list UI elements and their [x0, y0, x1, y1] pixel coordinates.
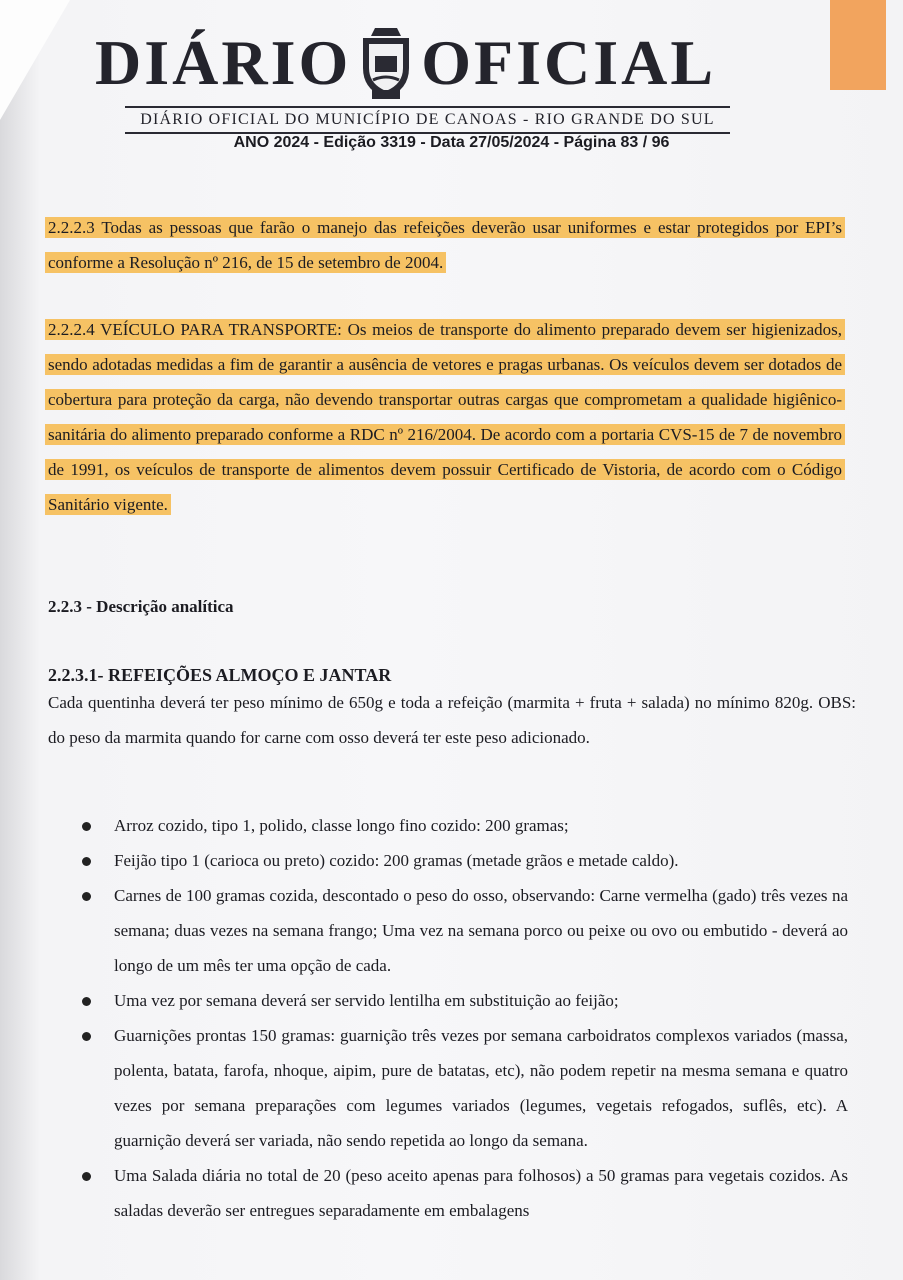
page-corner-fold [0, 0, 70, 120]
items-list [80, 808, 848, 1228]
paragraph-2-2-2-4 [45, 312, 845, 522]
highlighted-text: 2.2.2.3 Todas as pessoas que farão o manejo das refeições deverão usar uniformes e estar protegidos por EPI’s conforme a Resolução nº 216, de 15 de setembro de 2004. [45, 217, 845, 273]
highlighted-text: 2.2.2.4 VEÍCULO PARA TRANSPORTE: Os meios de transporte do alimento preparado devem ser higienizados, sendo adotadas medidas a fim de garantir a ausência de vetores e pragas urbanas. Os veículos devem ser dotados de cobertura para proteção da carga, não devendo transportar outras cargas que comprometam a qualidade higiênico-sanitária do alimento preparado conforme a RDC nº 216/2004. De acordo com a portaria CVS-15 de 7 de novembro de 1991, os veículos de transporte de alimentos devem possuir Certificado de Vistoria, de acordo com o Código Sanitário vigente. [45, 319, 845, 515]
paragraph-2-2-2-3 [45, 210, 845, 280]
bullet-icon [82, 857, 91, 866]
paragraph-intro: Cada quentinha deverá ter peso mínimo de 650g e toda a refeição (marmita + fruta + salada) no mínimo 820g. OBS: do peso da marmita quando for carne com osso deverá ter este peso adicionado. [48, 693, 856, 747]
bullet-icon [82, 892, 91, 901]
bullet-icon [82, 822, 91, 831]
city-seal-icon [355, 24, 417, 102]
list-item: Guarnições prontas 150 gramas: guarnição três vezes por semana carboidratos complexos variados (massa, polenta, batata, farofa, nhoque, aipim, pure de batatas, etc), não podem repetir na mesma semana e quatro vezes por semana preparações com legumes variados (legumes, vegetais refogados, suflês, etc). A guarnição deverá ser variada, não sendo repetida ao longo da semana. [80, 1018, 848, 1158]
list-item: Uma Salada diária no total de 20 (peso aceito apenas para folhosos) a 50 gramas para vegetais cozidos. As saladas deverão ser entregues separadamente em embalagens [80, 1158, 848, 1228]
masthead-subtitle: DIÁRIO OFICIAL DO MUNICÍPIO DE CANOAS - RIO GRANDE DO SUL [125, 106, 730, 134]
masthead-title-right: OFICIAL [421, 27, 717, 98]
edition-line: ANO 2024 - Edição 3319 - Data 27/05/2024 - Página 83 / 96 [233, 134, 670, 151]
heading-2-2-3-1: 2.2.3.1- REFEIÇÕES ALMOÇO E JANTAR [48, 665, 392, 685]
masthead [95, 28, 795, 98]
bullet-icon [82, 1032, 91, 1041]
list-item: Arroz cozido, tipo 1, polido, classe longo fino cozido: 200 gramas; [80, 808, 848, 843]
orange-page-tab [830, 0, 886, 90]
list-item: Uma vez por semana deverá ser servido lentilha em substituição ao feijão; [80, 983, 848, 1018]
bullet-icon [82, 997, 91, 1006]
heading-2-2-3: 2.2.3 - Descrição analítica [48, 597, 234, 616]
bullet-icon [82, 1172, 91, 1181]
list-item: Carnes de 100 gramas cozida, descontado o peso do osso, observando: Carne vermelha (gado) três vezes na semana; duas vezes na semana frango; Uma vez na semana porco ou peixe ou ovo ou embutido - deverá ao longo de um mês ter uma opção de cada. [80, 878, 848, 983]
masthead-title-left: DIÁRIO [95, 27, 352, 98]
list-item: Feijão tipo 1 (carioca ou preto) cozido: 200 gramas (metade grãos e metade caldo). [80, 843, 848, 878]
